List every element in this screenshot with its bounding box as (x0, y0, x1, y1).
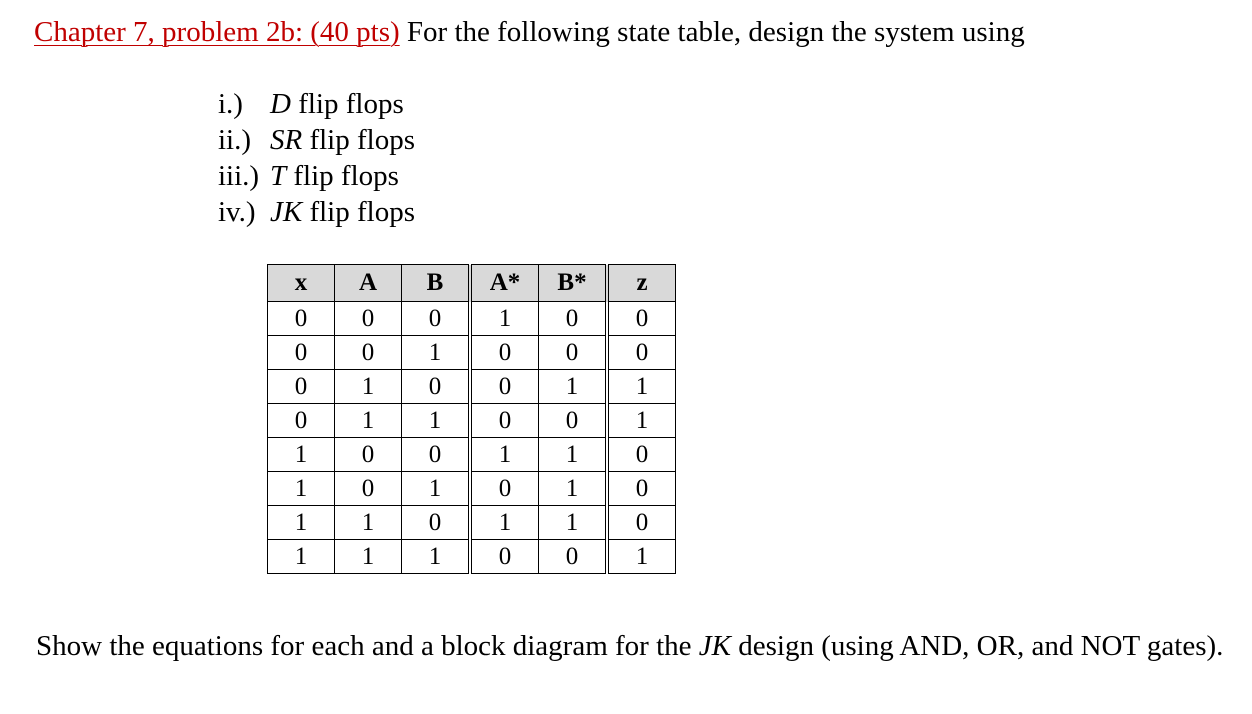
cell-x: 0 (268, 336, 335, 370)
cell-a-next: 0 (470, 370, 539, 404)
cell-b: 0 (402, 438, 471, 472)
cell-a-next: 0 (470, 540, 539, 574)
cell-b: 1 (402, 540, 471, 574)
table-body (268, 302, 676, 574)
cell-b-next: 0 (539, 336, 608, 370)
instructions-before: Show the equations for each and a block diagram for the (36, 630, 699, 662)
cell-b: 0 (402, 506, 471, 540)
chapter-label: Chapter 7, problem 2b: (40 pts) (34, 16, 400, 48)
cell-z: 1 (607, 370, 676, 404)
column-header-x: x (268, 265, 335, 302)
column-header-b-next: B* (539, 265, 608, 302)
option-text: flip flops (302, 124, 415, 156)
cell-z: 0 (607, 302, 676, 336)
cell-b: 1 (402, 336, 471, 370)
cell-b: 0 (402, 370, 471, 404)
table-row (268, 336, 676, 370)
state-table (267, 264, 676, 574)
instructions-jk: JK (698, 630, 731, 662)
column-header-a: A (335, 265, 402, 302)
header-prompt: For the following state table, design the system using (399, 16, 1025, 48)
cell-a: 1 (335, 506, 402, 540)
option-text: flip flops (286, 160, 399, 192)
cell-a-next: 0 (470, 404, 539, 438)
cell-x: 1 (268, 506, 335, 540)
cell-a: 0 (335, 472, 402, 506)
option-d (218, 86, 415, 122)
instructions-after: design (using AND, OR, and NOT gates). (730, 630, 1224, 662)
cell-b-next: 0 (539, 302, 608, 336)
cell-z: 1 (607, 404, 676, 438)
cell-b-next: 1 (539, 472, 608, 506)
cell-b: 1 (402, 472, 471, 506)
cell-a: 0 (335, 438, 402, 472)
option-sr (218, 122, 415, 158)
table-row (268, 472, 676, 506)
option-ff-type: SR (270, 124, 303, 156)
cell-a: 0 (335, 336, 402, 370)
cell-a: 1 (335, 370, 402, 404)
table-row (268, 370, 676, 404)
cell-a: 1 (335, 540, 402, 574)
cell-x: 0 (268, 404, 335, 438)
table-row (268, 540, 676, 574)
cell-b-next: 1 (539, 370, 608, 404)
table-row (268, 506, 676, 540)
option-text: flip flops (302, 196, 415, 228)
cell-x: 1 (268, 540, 335, 574)
cell-x: 1 (268, 438, 335, 472)
cell-z: 0 (607, 506, 676, 540)
table-header-row (268, 265, 676, 302)
column-header-b: B (402, 265, 471, 302)
option-number: ii.) (218, 124, 252, 156)
cell-a-next: 1 (470, 506, 539, 540)
instructions-text (36, 628, 1236, 664)
option-t (218, 158, 415, 194)
option-number: i.) (218, 88, 243, 120)
option-number: iv.) (218, 196, 256, 228)
cell-a-next: 0 (470, 472, 539, 506)
cell-x: 1 (268, 472, 335, 506)
problem-header (34, 14, 1025, 50)
cell-b-next: 0 (539, 404, 608, 438)
option-text: flip flops (290, 88, 404, 120)
cell-a-next: 1 (470, 302, 539, 336)
cell-b-next: 1 (539, 506, 608, 540)
cell-z: 1 (607, 540, 676, 574)
cell-a-next: 0 (470, 336, 539, 370)
table-row (268, 404, 676, 438)
table-row (268, 302, 676, 336)
cell-x: 0 (268, 370, 335, 404)
option-ff-type: D (270, 88, 291, 120)
column-header-a-next: A* (470, 265, 539, 302)
cell-b-next: 0 (539, 540, 608, 574)
cell-a: 0 (335, 302, 402, 336)
cell-a: 1 (335, 404, 402, 438)
column-header-z: z (607, 265, 676, 302)
option-jk (218, 194, 415, 230)
cell-a-next: 1 (470, 438, 539, 472)
cell-z: 0 (607, 336, 676, 370)
cell-b-next: 1 (539, 438, 608, 472)
cell-x: 0 (268, 302, 335, 336)
flip-flop-options-list (218, 86, 415, 230)
cell-z: 0 (607, 472, 676, 506)
option-ff-type: JK (270, 196, 303, 228)
option-ff-type: T (270, 160, 287, 192)
cell-b: 1 (402, 404, 471, 438)
cell-z: 0 (607, 438, 676, 472)
cell-b: 0 (402, 302, 471, 336)
table-row (268, 438, 676, 472)
option-number: iii.) (218, 160, 260, 192)
